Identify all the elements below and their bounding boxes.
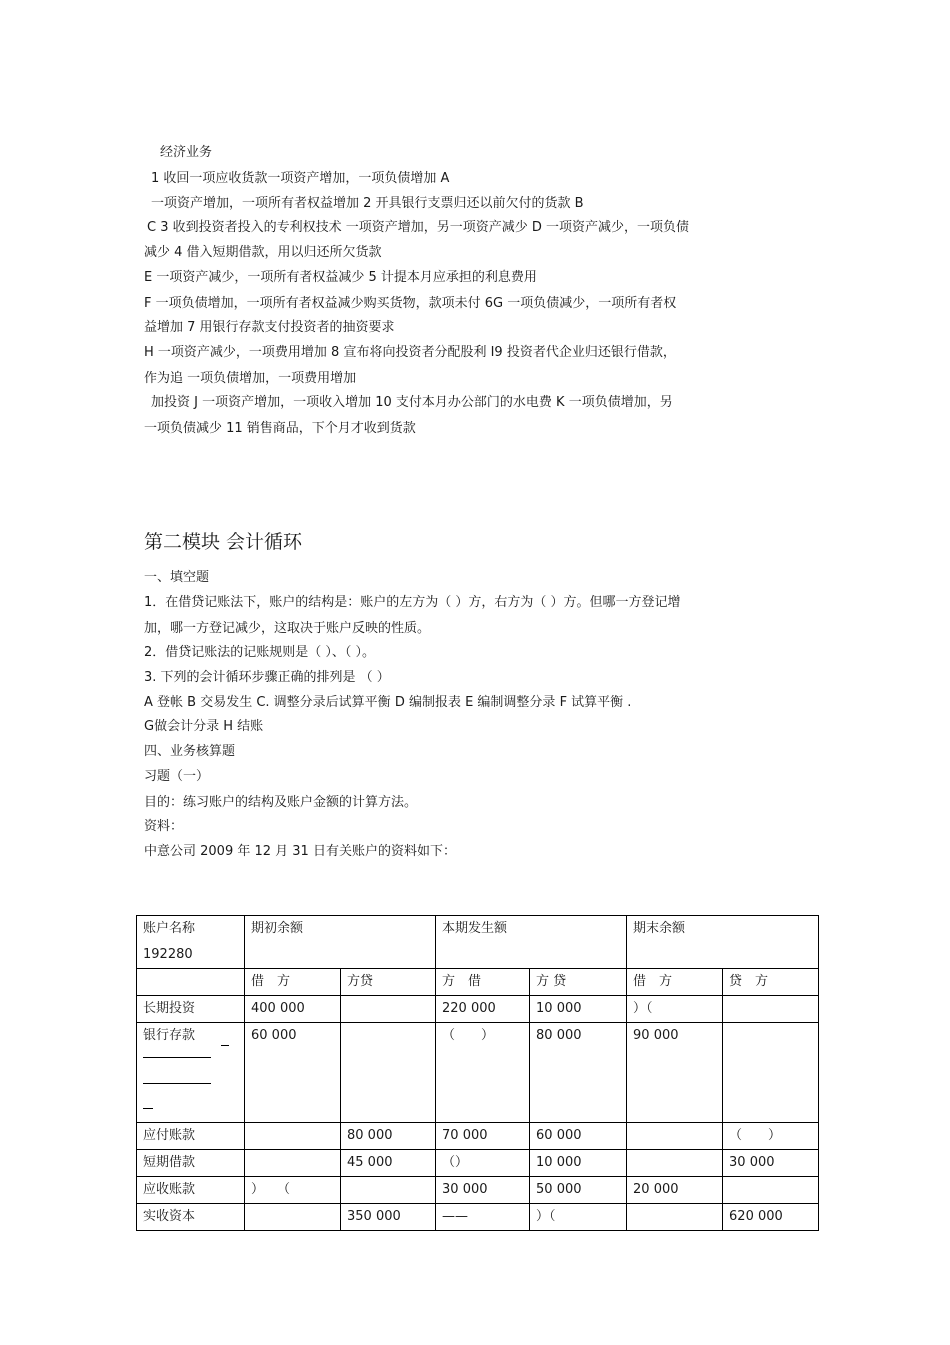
subheader-current-credit: 方 贷 [530, 969, 627, 996]
table-cell [723, 996, 819, 1023]
header-account-code: 192280 [143, 947, 193, 962]
subheader-closing-credit: 贷 方 [723, 969, 819, 996]
question-1-line-1: 1．在借贷记账法下，账户的结构是：账户的左方为（ ）方，右方为（ ）方。但哪一方登记增 [144, 595, 681, 610]
header-account-name [137, 916, 245, 969]
table-cell: ）（ [530, 1204, 627, 1231]
account-name-cell [137, 1023, 245, 1123]
question-2: 2．借贷记账法的记账规则是（ ）、（ ）。 [144, 645, 376, 660]
section-business-calc: 四、业务核算题 [144, 744, 236, 759]
exercise-intro: 中意公司 2009 年 12 月 31 日有关账户的资料如下： [144, 844, 456, 859]
table-cell: 30 000 [723, 1150, 819, 1177]
header-account-name-label: 账户名称 [143, 921, 196, 936]
table-cell [341, 1177, 436, 1204]
table-cell: （ ） [723, 1123, 819, 1150]
business-line-6: F 一项负债增加，一项所有者权益减少购买货物，款项未付 6G 一项负债减少，一项所有者权 [144, 296, 677, 311]
business-line-2: 一项资产增加，一项所有者权益增加 2 开具银行支票归还以前欠付的货款 B [151, 196, 584, 211]
table-cell: 60 000 [530, 1123, 627, 1150]
table-cell: ）（ [627, 996, 723, 1023]
subheader-closing-debit: 借 方 [627, 969, 723, 996]
account-name-cell: 短期借款 [137, 1150, 245, 1177]
exercise-material: 资料： [144, 819, 184, 834]
table-cell [245, 1150, 341, 1177]
table-cell [245, 1123, 341, 1150]
business-line-9: 作为追 一项负债增加，一项费用增加 [144, 371, 357, 386]
header-current-amount: 本期发生额 [436, 916, 627, 969]
table-cell: 60 000 [245, 1023, 341, 1123]
account-name-cell: 应付账款 [137, 1123, 245, 1150]
header-opening-balance: 期初余额 [245, 916, 436, 969]
table-subheader-row [137, 969, 819, 996]
table-cell: 620 000 [723, 1204, 819, 1231]
business-line-7: 益增加 7 用银行存款支付投资者的抽资要求 [144, 320, 395, 335]
business-line-1: 1 收回一项应收货款一项资产增加，一项负债增加 A [151, 171, 450, 186]
business-line-5: E 一项资产减少，一项所有者权益减少 5 计提本月应承担的利息费用 [144, 270, 537, 285]
table-cell [627, 1150, 723, 1177]
table-row [137, 1150, 819, 1177]
table-cell: —— [436, 1204, 530, 1231]
table-cell [341, 1023, 436, 1123]
table-cell: 10 000 [530, 996, 627, 1023]
table-cell: 80 000 [341, 1123, 436, 1150]
question-3: 3. 下列的会计循环步骤正确的排列是 （ ） [144, 670, 390, 685]
table-cell [245, 1204, 341, 1231]
section-heading-economic-business: 经济业务 [160, 145, 213, 160]
table-header-row [137, 916, 819, 969]
table-cell: （ ） [436, 1023, 530, 1123]
table-row [137, 1204, 819, 1231]
business-line-8: H 一项资产减少，一项费用增加 8 宣布将向投资者分配股利 I9 投资者代企业归还银行借款， [144, 345, 676, 360]
subheader-blank [137, 969, 245, 996]
business-line-3: C 3 收到投资者投入的专利权技术 一项资产增加，另一项资产减少 D 一项资产减少，一项负债 [147, 220, 690, 235]
question-3-options-2: G做会计分录 H 结账 [144, 719, 264, 734]
question-3-options-1: A 登帐 B 交易发生 C. 调整分录后试算平衡 D 编制报表 E 编制调整分录 F 试算平衡 . [144, 695, 632, 710]
account-name-cell: 长期投资 [137, 996, 245, 1023]
table-row [137, 1123, 819, 1150]
table-cell: 30 000 [436, 1177, 530, 1204]
account-name-cell: 应收账款 [137, 1177, 245, 1204]
table-cell [723, 1177, 819, 1204]
subheader-current-debit: 方 借 [436, 969, 530, 996]
table-row [137, 1023, 819, 1123]
exercise-title: 习题（一） [144, 769, 210, 784]
account-name-cell: 实收资本 [137, 1204, 245, 1231]
table-cell: 20 000 [627, 1177, 723, 1204]
table-cell: 10 000 [530, 1150, 627, 1177]
table-cell: 220 000 [436, 996, 530, 1023]
subheader-opening-credit: 方贷 [341, 969, 436, 996]
business-line-4: 减少 4 借入短期借款，用以归还所欠货款 [144, 245, 382, 260]
table-cell: （） [436, 1150, 530, 1177]
table-cell: 45 000 [341, 1150, 436, 1177]
table-cell: 50 000 [530, 1177, 627, 1204]
handwritten-underlines [143, 1049, 238, 1121]
table-cell: 350 000 [341, 1204, 436, 1231]
table-row [137, 996, 819, 1023]
business-line-10: 加投资 J 一项资产增加，一项收入增加 10 支付本月办公部门的水电费 K 一项负债增加，另 [151, 395, 673, 410]
business-line-11: 一项负债减少 11 销售商品，下个月才收到货款 [144, 421, 416, 436]
table-cell: 90 000 [627, 1023, 723, 1123]
table-cell: 400 000 [245, 996, 341, 1023]
account-balance-table [136, 915, 819, 1231]
table-cell [341, 996, 436, 1023]
exercise-purpose: 目的：练习账户的结构及账户金额的计算方法。 [144, 795, 418, 810]
table-cell: ） （ [245, 1177, 341, 1204]
table-cell [627, 1123, 723, 1150]
table-cell [723, 1023, 819, 1123]
subheader-opening-debit: 借 方 [245, 969, 341, 996]
table-cell: 80 000 [530, 1023, 627, 1123]
module-title: 第二模块 会计循环 [144, 531, 303, 553]
section-fill-in: 一、填空题 [144, 570, 210, 585]
table-cell: 70 000 [436, 1123, 530, 1150]
table-row [137, 1177, 819, 1204]
account-name-text: 银行存款 [143, 1028, 196, 1043]
question-1-line-2: 加，哪一方登记减少，这取决于账户反映的性质。 [144, 621, 431, 636]
header-closing-balance: 期末余额 [627, 916, 819, 969]
table-cell [627, 1204, 723, 1231]
